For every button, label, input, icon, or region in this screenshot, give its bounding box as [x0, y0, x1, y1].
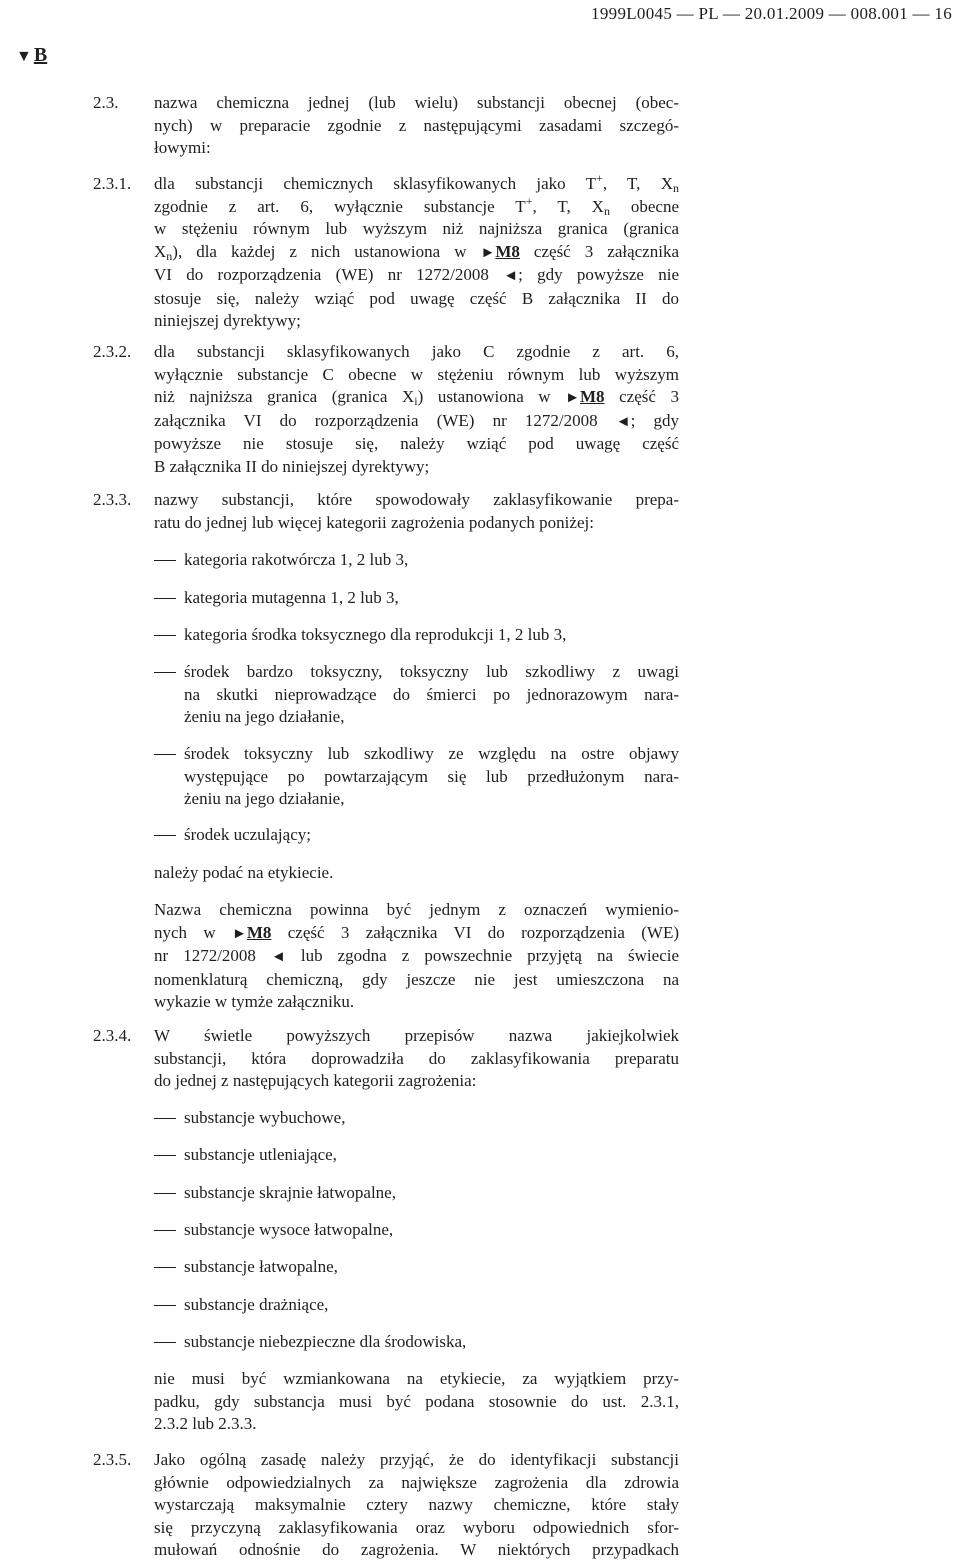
list-item: kategoria środka toksycznego dla reprodukcji 1, 2 lub 3,	[184, 625, 567, 644]
document-reference-header: 1999L0045 — PL — 20.01.2009 — 008.001 — 16	[591, 4, 952, 23]
ref-open-arrow-icon: ►	[480, 244, 496, 261]
list-item: substancje wysoce łatwopalne,	[184, 1220, 394, 1239]
dash-bullet	[154, 672, 176, 673]
list-item: środek uczulający;	[184, 825, 311, 844]
dash-bullet	[154, 1342, 176, 1343]
section-number-2-3-2: 2.3.2.	[93, 342, 132, 361]
list-item: środek bardzo toksyczny, toksyczny lub szkodliwy z uwagi na skutki nieprowadzące do śmierci po jednorazowym nara- żeniu na jego działanie,	[184, 662, 679, 726]
list-item: środek toksyczny lub szkodliwy ze względu na ostre objawy występujące po powtarzającym się lub przedłużonym nara- żeniu na jego działanie,	[184, 744, 679, 808]
dash-bullet	[154, 1155, 176, 1156]
dash-bullet	[154, 560, 176, 561]
ref-close-arrow-icon: ◄	[615, 413, 631, 430]
ref-m8-link[interactable]: M8	[580, 387, 605, 406]
section-number-2-3-5: 2.3.5.	[93, 1450, 132, 1469]
section-number-2-3-1: 2.3.1.	[93, 174, 132, 193]
dash-bullet	[154, 1267, 176, 1268]
list-item: substancje drażniące,	[184, 1295, 329, 1314]
list-item: substancje łatwopalne,	[184, 1257, 338, 1276]
triangle-down-icon: ▼	[16, 48, 32, 65]
amendment-marker	[16, 44, 47, 69]
section-2-3-3-after: należy podać na etykiecie.	[154, 863, 334, 882]
list-item: substancje skrajnie łatwopalne,	[184, 1183, 396, 1202]
section-number-2-3-4: 2.3.4.	[93, 1026, 132, 1045]
ref-open-arrow-icon: ►	[565, 390, 581, 406]
marker-label: B	[33, 44, 48, 66]
ref-close-arrow-icon: ◄	[503, 268, 519, 284]
list-item: kategoria rakotwórcza 1, 2 lub 3,	[184, 550, 409, 569]
section-2-3-text: nazwa chemiczna jednej (lub wielu) substancji obecnej (obec- nych) w preparacie zgodnie z następującymi zasadami szczegó- łowymi:	[154, 93, 679, 157]
dash-bullet	[154, 1193, 176, 1194]
dash-bullet	[154, 754, 176, 755]
dash-bullet	[154, 835, 176, 836]
section-number-2-3-3: 2.3.3.	[93, 490, 132, 509]
section-2-3-5-text: Jako ogólną zasadę należy przyjąć, że do identyfikacji substancji głównie odpowiedzialnych za największe zagrożenia dla zdrowia wystarczają maksymalnie cztery nazwy chemiczne, które stały się przyczyną zaklasyfikowania oraz wyboru odpowiednich sfor- mułowań odnośnie do zagrożenia. W niektórych przypadkach	[154, 1450, 679, 1559]
section-number-2-3: 2.3.	[93, 93, 119, 112]
dash-bullet	[154, 1305, 176, 1306]
list-item: substancje wybuchowe,	[184, 1108, 346, 1127]
section-2-3-1-text: dla substancji chemicznych sklasyfikowanych jako T+, T, $X_n$ zgodnie z art. 6, wyłącznie substancje T+, T, $X_n$ obecne w stężeniu równym lub wyższym niż najniższa granica (granica $X_n$), dla każdej z nich ustanowiona w ►M8 część 3 załącznika VI do rozporządzenia (WE) nr 1272/2008 ◄; gdy powyższe nie stosuje się, należy wziąć pod uwagę część B załącznika II do niniejszej dyrektywy;	[154, 171, 680, 330]
dash-bullet	[154, 635, 176, 636]
section-2-3-2-text: dla substancji sklasyfikowanych jako C zgodnie z art. 6, wyłącznie substancje C obecne w stężeniu równym lub wyższym niż najniższa granica (granica $X_i$) ustanowiona w ►M8 część 3 załącznika VI do rozporządzenia (WE) nr 1272/2008 ◄; gdy powyższe nie stosuje się, należy wziąć pod uwagę część B załącznika II do niniejszej dyrektywy;	[154, 342, 679, 476]
ref-close-arrow-icon: ◄	[270, 949, 286, 965]
section-2-3-3-paragraph: Nazwa chemiczna powinna być jednym z oznaczeń wymienio- nych w ►M8 część 3 załącznika VI do rozporządzenia (WE) nr 1272/2008 ◄ lub zgodna z powszechnie przyjętą na świecie nomenklaturą chemiczną, gdy jeszcze nie jest umieszczona na wykazie w tymże załączniku.	[154, 900, 680, 1011]
ref-open-arrow-icon: ►	[232, 925, 247, 942]
section-2-3-4-after: nie musi być wzmiankowana na etykiecie, za wyjątkiem przy- padku, gdy substancja musi być podana stosownie do ust. 2.3.1, 2.3.2 lub 2.3.3.	[154, 1369, 679, 1433]
ref-m8-link[interactable]: M8	[495, 241, 520, 261]
list-item: kategoria mutagenna 1, 2 lub 3,	[184, 588, 399, 607]
ref-m8-link[interactable]: M8	[246, 922, 272, 942]
dash-bullet	[154, 1118, 176, 1119]
dash-bullet	[154, 1230, 176, 1231]
list-item: substancje utleniające,	[184, 1145, 337, 1164]
dash-bullet	[154, 598, 176, 599]
section-2-3-3-text: nazwy substancji, które spowodowały zaklasyfikowanie prepa- ratu do jednej lub więcej kategorii zagrożenia podanych poniżej:	[154, 490, 679, 532]
section-2-3-4-text: W świetle powyższych przepisów nazwa jakiejkolwiek substancji, która doprowadziła do zaklasyfikowania preparatu do jednej z następujących kategorii zagrożenia:	[154, 1026, 679, 1090]
list-item: substancje niebezpieczne dla środowiska,	[184, 1332, 467, 1351]
